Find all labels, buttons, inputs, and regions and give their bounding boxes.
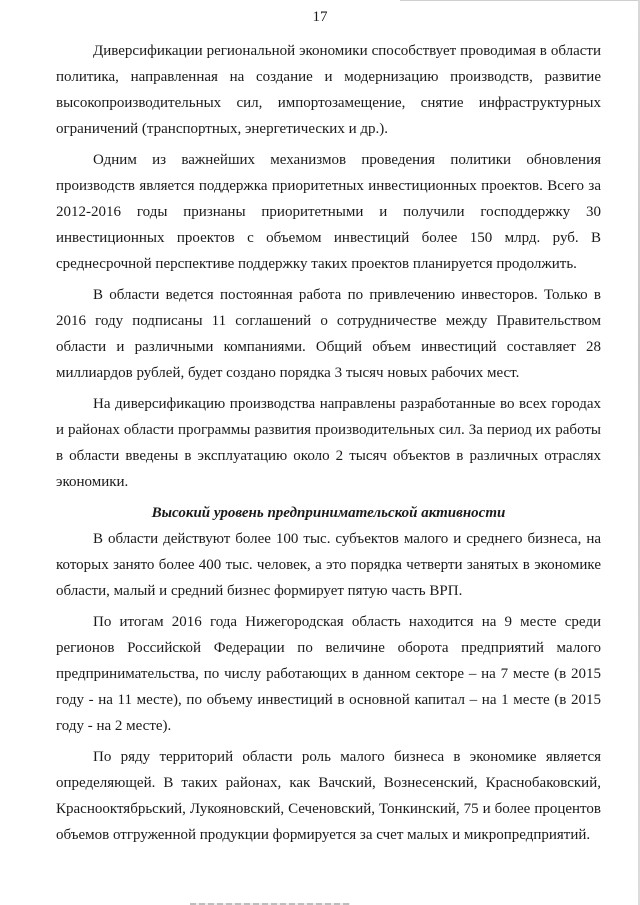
page-number: 17 [312,9,328,25]
paragraph: Одним из важнейших механизмов проведения политики обновления производств является поддержка приоритетных инвестиционных проектов. Всего за 2012-2016 годы признаны приоритетными и получили господдержку 30 инвестиционных проектов с объемом инвестиций более 150 млрд. руб. В среднесрочной перспективе поддержку таких проектов планируется продолжить. [56,152,601,272]
scan-edge-top [400,0,640,1]
paragraph: Диверсификации региональной экономики способствует проводимая в области политика, направленная на создание и модернизацию производств, развитие высокопроизводительных сил, импортозамещение, снятие инфраструктурных ограничений (транспортных, энергетических и др.). [56,43,601,137]
paragraph: В области ведется постоянная работа по привлечению инвесторов. Только в 2016 году подписаны 11 соглашений о сотрудничестве между Правительством области и различными компаниями. Общий объем инвестиций составляет 28 миллиардов рублей, будет создано порядка 3 тысяч новых рабочих мест. [56,287,601,381]
paragraph: По ряду территорий области роль малого бизнеса в экономике является определяющей. В таких районах, как Вачский, Вознесенский, Краснобаковский, Краснооктябрьский, Лукояновский, Сеченовский, Тонкинский, 75 и более процентов объемов отгруженной продукции формируется за счет малых и микропредприятий. [56,749,601,843]
section-heading: Высокий уровень предпринимательской активности [151,505,506,521]
paragraph: По итогам 2016 года Нижегородская область находится на 9 месте среди регионов Российской Федерации по величине оборота предприятий малого предпринимательства, по числу работающих в данном секторе – на 7 месте (в 2015 году - на 11 месте), по объему инвестиций в основной капитал – на 1 месте (в 2015 году - на 2 месте). [56,614,601,734]
paragraph: На диверсификацию производства направлены разработанные во всех городах и районах области программы развития производительных сил. За период их работы в области введены в эксплуатацию около 2 тысяч объектов в различных отраслях экономики. [56,396,601,490]
paragraph: В области действуют более 100 тыс. субъектов малого и среднего бизнеса, на которых занято более 400 тыс. человек, а это порядка четверти занятых в экономике области, малый и средний бизнес формирует пятую часть ВРП. [56,531,601,599]
document-body [56,38,601,848]
